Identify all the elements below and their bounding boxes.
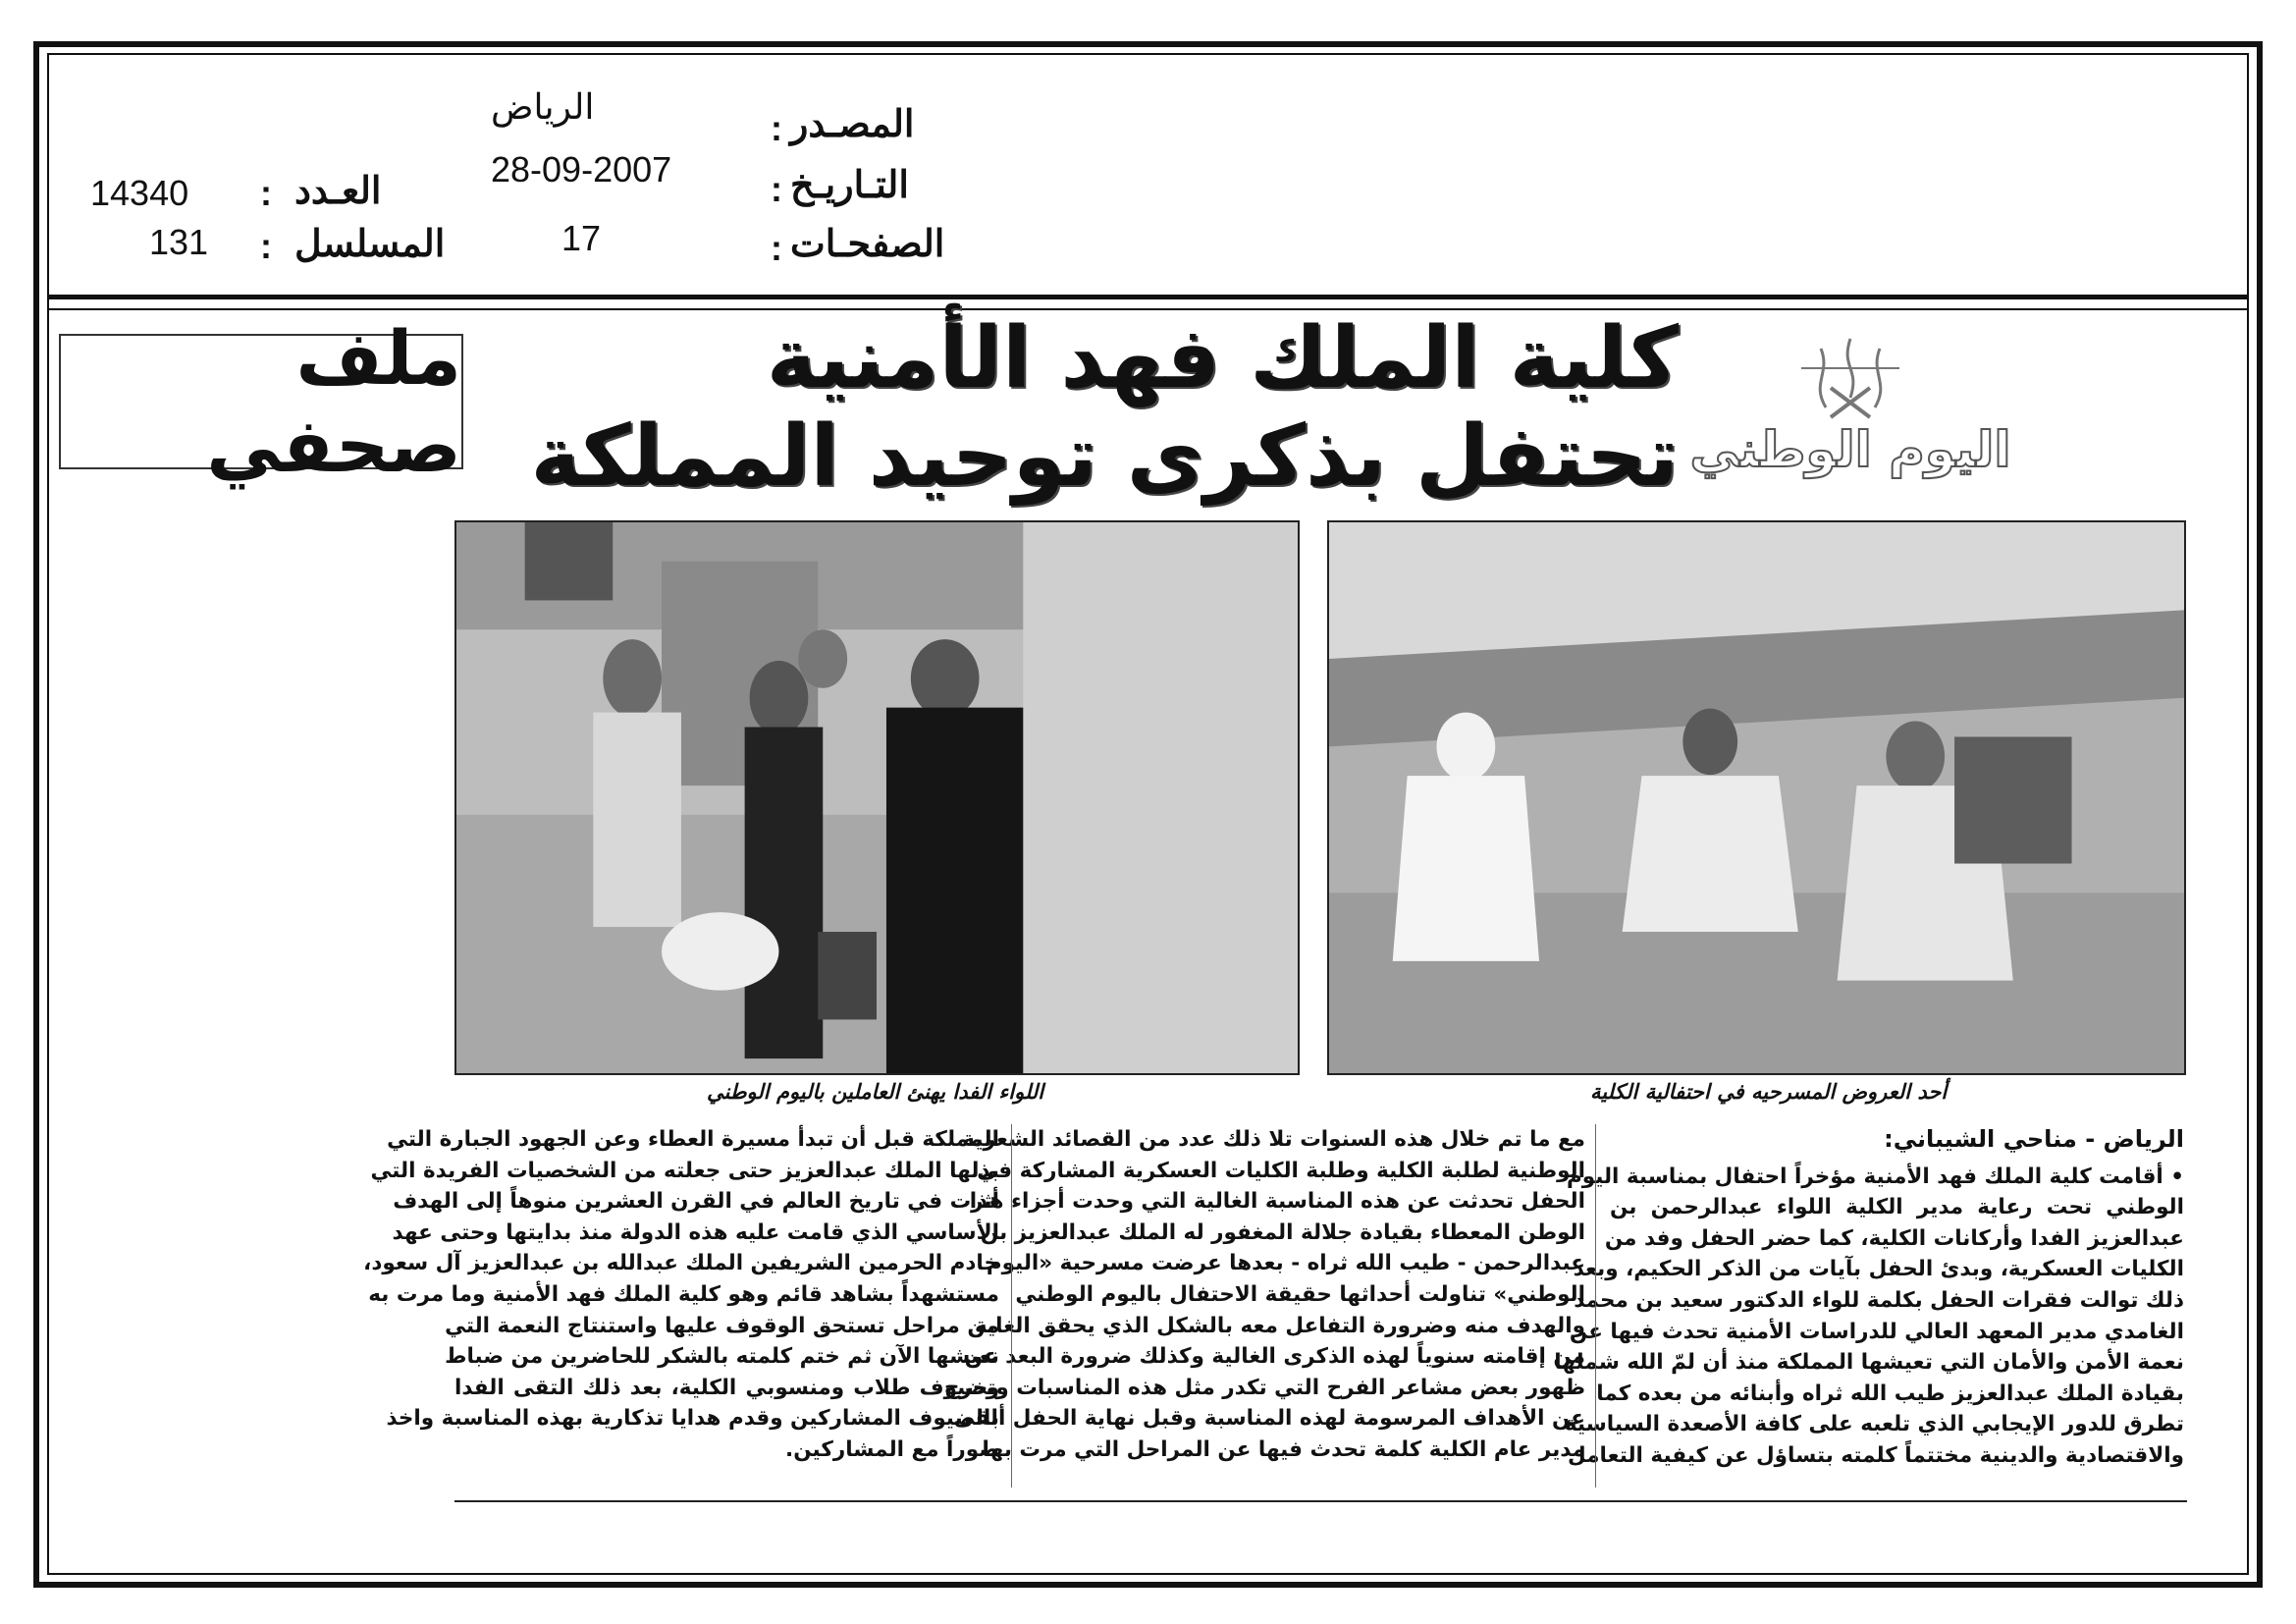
theatre-photo-image xyxy=(1329,522,2184,1073)
photo-handshake xyxy=(454,520,1300,1075)
byline: الرياض - مناحي الشيباني: xyxy=(1884,1125,2184,1153)
pages-colon: : xyxy=(771,228,782,268)
caption-right-photo: أحد العروض المسرحيه في احتفالية الكلية xyxy=(1590,1080,1948,1104)
issue-label: العـدد xyxy=(294,171,382,212)
article-line: ذلك توالت فقرات الحفل بكلمة للواء الدكتور سعيد بن محمد xyxy=(1574,1287,2184,1313)
pages-label: الصفحـات xyxy=(790,224,945,265)
article-line: تطرق للدور الإيجابي الذي تلعبه على كافة الأصعدة السياسية xyxy=(1564,1412,2184,1437)
caption-left-photo: اللواء الفدا يهنئ العاملين باليوم الوطني xyxy=(707,1080,1044,1104)
article-line: ظهور بعض مشاعر الفرح التي تكدر مثل هذه المناسبات وتخرج xyxy=(943,1375,1585,1400)
serial-colon: : xyxy=(260,226,272,266)
article-line: الوطن المعطاء بقيادة جلالة المغفور له الملك عبدالعزيز بن xyxy=(980,1219,1585,1245)
issue-value: 14340 xyxy=(90,173,189,213)
article-line: أثرت في تاريخ العالم في القرن العشرين منوهاً إلى الهدف xyxy=(393,1189,999,1215)
issue-colon: : xyxy=(260,173,272,213)
article-line: عبدالعزيز الفدا وأركانات الكلية، كما حضر الحفل وفد من xyxy=(1604,1225,2184,1251)
pages-value: 17 xyxy=(561,218,602,258)
column-right-lines xyxy=(1554,1162,2184,1472)
article-column-right xyxy=(1554,1124,2184,1472)
date-colon: : xyxy=(771,169,782,209)
national-day-emblem-icon xyxy=(1689,329,2011,496)
article-line: والهدف منه وضرورة التفاعل معه بالشكل الذي يحقق الغاية xyxy=(974,1313,1585,1338)
article-column-middle xyxy=(943,1124,1585,1466)
article-line: عبدالرحمن - طيب الله ثراه - بعدها عرضت مسرحية «اليوم xyxy=(986,1251,1585,1276)
article-line: • أقامت كلية الملك فهد الأمنية مؤخراً احتفال بمناسبة اليوم xyxy=(1566,1164,2184,1189)
article-line: خادم الحرمين الشريفين الملك عبدالله بن عبدالعزيز آل سعود، xyxy=(363,1251,999,1276)
article-line: نعيشها الآن ثم ختم كلمته بالشكر للحاضرين من ضباط xyxy=(445,1344,999,1370)
photo-theatre xyxy=(1327,520,2186,1075)
article-line: بقيادة الملك عبدالعزيز طيب الله ثراه وأبنائه من بعده كما xyxy=(1596,1380,2184,1406)
article-line: الوطني تحت رعاية مدير الكلية اللواء عبدالرحمن بن xyxy=(1610,1195,2184,1220)
national-day-logo xyxy=(1689,329,2011,496)
article-line: والاقتصادية والدينية مختتماً كلمته بتساؤل عن كيفية التعامل xyxy=(1568,1442,2184,1468)
article-line: الحفل تحدثت عن هذه المناسبة الغالية التي وحدت أجزاء هذا xyxy=(969,1189,1585,1215)
article-headline: كلية الملك فهد الأمنية تحتفل بذكرى توحيد المملكة xyxy=(530,309,1679,506)
serial-label: المسلسل xyxy=(294,224,446,265)
article-line: من إقامته سنوياً لهذه الذكرى الغالية وكذلك ضرورة البعد عن xyxy=(964,1344,1585,1370)
source-colon: : xyxy=(771,108,782,148)
article-line: مدير عام الكلية كلمة تحدث فيها عن المراحل التي مرت بها xyxy=(982,1436,1585,1462)
column-divider xyxy=(1595,1124,1596,1488)
article-line: من مراحل تستحق الوقوف عليها واستنتاج النعمة التي xyxy=(445,1313,999,1338)
article-line: صوراً مع المشاركين. xyxy=(785,1436,999,1462)
column-divider xyxy=(1011,1124,1012,1488)
article-line: الكليات العسكرية، وبدئ الحفل بآيات من الذكر الحكيم، وبعد xyxy=(1573,1257,2184,1282)
date-label: التـاريـخ xyxy=(790,165,909,206)
source-label: المصـدر xyxy=(790,104,915,145)
handshake-photo-image xyxy=(456,522,1298,1073)
serial-value: 131 xyxy=(149,222,209,262)
article-line: عن الأهداف المرسومة لهذه المناسبة وقبل نهاية الحفل ألقى xyxy=(953,1406,1585,1432)
article-line: مستشهداً بشاهد قائم وهو كلية الملك فهد الأمنية وما مرت به xyxy=(368,1281,999,1307)
article-line: الوطني» تناولت أحداثها حقيقة الاحتفال باليوم الوطني xyxy=(1015,1281,1585,1307)
article-column-left xyxy=(363,1124,999,1466)
article-line: الوطنية لطلبة الكلية وطلبة الكليات العسكرية المشاركة في xyxy=(977,1158,1585,1183)
article-line: وضيوف طلاب ومنسوبي الكلية، بعد ذلك التقى الفدا xyxy=(454,1375,999,1400)
header-divider xyxy=(47,295,2249,299)
article-line: بالضيوف المشاركين وقدم هدايا تذكارية بهذه المناسبة واخذ xyxy=(386,1406,999,1432)
article-bottom-rule xyxy=(454,1500,2187,1502)
date-value: 28-09-2007 xyxy=(491,149,672,189)
press-file-stamp: ملف صحفي xyxy=(59,334,463,469)
source-value: الرياض xyxy=(491,86,595,127)
article-line: المملكة قبل أن تبدأ مسيرة العطاء وعن الجهود الجبارة التي xyxy=(387,1127,999,1152)
article-line: نعمة الأمن والأمان التي تعيشها المملكة منذ أن لمّ الله شملها xyxy=(1554,1350,2184,1376)
article-line: مع ما تم خلال هذه السنوات تلا ذلك عدد من القصائد الشعرية xyxy=(962,1127,1585,1152)
article-line: الأساسي الذي قامت عليه هذه الدولة منذ بدايتها وحتى عهد xyxy=(392,1219,999,1245)
article-line: الغامدي مدير المعهد العالي للدراسات الأمنية تحدث فيها عن xyxy=(1569,1319,2184,1344)
logo-text: اليوم الوطني xyxy=(1689,421,2011,478)
article-line: بذلها الملك عبدالعزيز حتى جعلته من الشخصيات الفريدة التي xyxy=(370,1158,999,1183)
